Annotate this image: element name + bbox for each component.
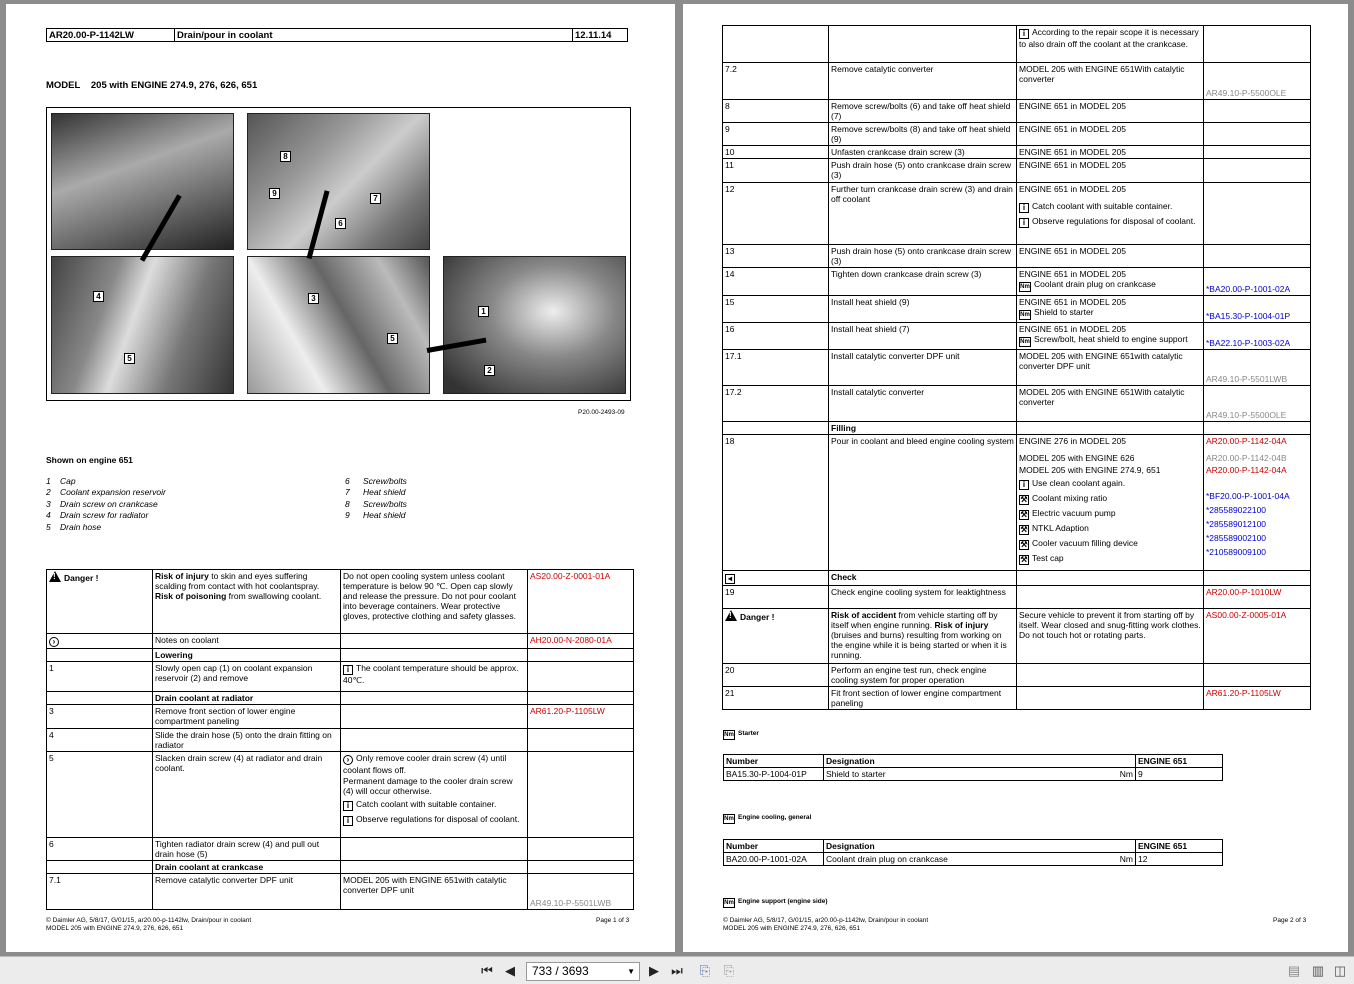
table-cell <box>341 649 528 662</box>
table-cell <box>528 861 634 874</box>
table-cell: 12 <box>1136 853 1223 866</box>
table-cell <box>1204 159 1311 183</box>
page-footer: © Daimler AG, 5/8/17, G/01/15, ar20.00-p-1142lw, Drain/pour in coolant MODEL 205 with ENGINE 274.9, 276, 626, 651 <box>46 917 252 932</box>
procedure-table-2 <box>722 25 1311 710</box>
doc-code: AR20.00-P-1142LW <box>47 29 175 41</box>
table-cell <box>341 838 528 861</box>
table-cell: Coolant drain plug on crankcase Nm <box>824 853 1136 866</box>
torque-nm-icon: Nm <box>724 732 734 738</box>
doc-title: Drain/pour in coolant <box>175 29 573 41</box>
table-row <box>724 768 1223 781</box>
check-icon: ◂ <box>725 574 735 584</box>
photo-engine-bay <box>443 256 626 394</box>
table-cell: 5 <box>47 752 153 838</box>
table-cell <box>1204 435 1311 571</box>
table-row <box>723 386 1311 422</box>
table-cell <box>1204 183 1311 245</box>
table-cell: 7.2 <box>723 63 829 100</box>
table-cell: Slacken drain screw (4) at radiator and drain coolant. <box>153 752 341 838</box>
table-cell <box>723 26 829 63</box>
table-cell: Filling <box>829 422 1017 435</box>
table-row <box>47 634 634 649</box>
table-cell <box>47 634 153 649</box>
table-header <box>724 755 1223 768</box>
torque-nm-icon: Nm <box>1020 284 1030 290</box>
table-cell: 12 <box>723 183 829 245</box>
table-cell: Further turn crankcase drain screw (3) and drain off coolant <box>829 183 1017 245</box>
note-circle-icon: › <box>49 637 59 647</box>
callout-4: 4 <box>93 291 104 302</box>
legend-row <box>44 522 244 533</box>
table-row <box>723 609 1311 664</box>
table-cell: 19 <box>723 586 829 609</box>
table-cell <box>1017 422 1204 435</box>
table-cell: 8 <box>345 498 350 509</box>
table-cell: ENGINE 651 <box>1136 755 1223 768</box>
table-cell <box>528 729 634 752</box>
model-line: MODEL 205 with ENGINE 274.9, 276, 626, 651 <box>46 80 258 91</box>
info-icon: i <box>1019 203 1029 213</box>
tool-icon: ⚒ <box>1020 540 1028 549</box>
table-cell: Remove screw/bolts (8) and take off heat shield (9) <box>829 123 1017 146</box>
table-cell: 11 <box>723 159 829 183</box>
legend-row <box>44 510 244 521</box>
torque-nm-icon: Nm <box>724 900 734 906</box>
callout-1: 1 <box>478 306 489 317</box>
table-cell: Install heat shield (9) <box>829 296 1017 323</box>
table-cell: Do not open cooling system unless coolant temperature is below 90 ℃. Open cap slowly and release the pressure. Do not pour coolant into beverage containers. Wear protective gloves, protective clothing and safety glasses. <box>341 570 528 634</box>
table-cell: Tighten radiator drain screw (4) and pull out drain hose (5) <box>153 838 341 861</box>
table-row <box>723 63 1311 100</box>
table-row <box>723 687 1311 710</box>
table-cell: Drain screw on crankcase <box>60 498 158 509</box>
table-row <box>724 853 1223 866</box>
table-cell: Screw/bolts <box>363 498 407 509</box>
link-ref[interactable]: *BA20.00-P-1001-02A <box>1206 284 1291 294</box>
table-cell: ENGINE 651 in MODEL 205 Nm Screw/bolt, heat shield to engine support <box>1017 323 1204 350</box>
callout-6: 6 <box>335 218 346 229</box>
first-page-icon[interactable]: ⏮ <box>481 963 493 978</box>
table-cell: 8 <box>723 100 829 123</box>
legend-row <box>343 487 463 498</box>
table-cell <box>1017 571 1204 586</box>
table-cell: 13 <box>723 245 829 268</box>
legend-right <box>343 476 463 522</box>
table-row <box>723 664 1311 687</box>
table-cell: 21 <box>723 687 829 710</box>
table-cell <box>1017 687 1204 710</box>
table-cell <box>528 752 634 838</box>
table-cell: 14 <box>723 268 829 296</box>
table-row <box>723 268 1311 296</box>
back-view-icon[interactable]: ⎘ <box>699 963 711 978</box>
table-cell <box>528 692 634 705</box>
table-cell: Risk of accident from vehicle starting off by itself when engine running. Risk of injury (bruises and burns) resulting from working on the engine while it is being started or when it is running. <box>829 609 1017 664</box>
table-cell: Unfasten crankcase drain screw (3) <box>829 146 1017 159</box>
table-cell: Heat shield <box>363 487 406 498</box>
table-row <box>47 570 634 634</box>
table-row <box>723 586 1311 609</box>
table-cell: Drain coolant at crankcase <box>153 861 341 874</box>
single-page-view-icon[interactable]: ▤ <box>1287 963 1301 978</box>
table-cell <box>341 692 528 705</box>
link-ref[interactable]: *BF20.00-P-1001-04A <box>1206 491 1290 501</box>
legend-left <box>44 476 244 533</box>
table-cell: Heat shield <box>363 510 406 521</box>
table-cell: BA20.00-P-1001-02A <box>724 853 824 866</box>
table-cell: 16 <box>723 323 829 350</box>
table-cell <box>341 705 528 729</box>
table-cell: Install catalytic converter <box>829 386 1017 422</box>
table-cell: 18 <box>723 435 829 571</box>
link-ref[interactable]: AH20.00-N-2080-01A <box>528 634 634 649</box>
table-cell: ENGINE 651 <box>1136 840 1223 853</box>
table-cell: MODEL 205 with ENGINE 651with catalytic converter DPF unit <box>1017 350 1204 386</box>
table-row <box>723 123 1311 146</box>
callout-5: 5 <box>124 353 135 364</box>
table-cell: Tighten down crankcase drain screw (3) <box>829 268 1017 296</box>
photo-heat-shield <box>247 113 430 250</box>
table-cell <box>1204 63 1311 100</box>
info-icon: i <box>343 665 353 675</box>
link-ref[interactable]: AR61.20-P-1105LW <box>528 705 634 729</box>
callout-8: 8 <box>280 151 291 162</box>
info-icon: i <box>1019 218 1029 228</box>
table-cell <box>829 26 1017 63</box>
table-cell: 5 <box>46 521 51 532</box>
table-row <box>723 100 1311 123</box>
table-cell: ENGINE 651 in MODEL 205 Nm Coolant drain plug on crankcase <box>1017 268 1204 296</box>
table-cell: Install heat shield (7) <box>829 323 1017 350</box>
table-row <box>47 838 634 861</box>
table-cell: Remove catalytic converter <box>829 63 1017 100</box>
table-cell <box>723 422 829 435</box>
table-cell: Push drain hose (5) onto crankcase drain screw (3) <box>829 245 1017 268</box>
table-cell <box>1017 664 1204 687</box>
table-cell: › Only remove cooler drain screw (4) until coolant flows off. Permanent damage to the cooler drain screw (4) will occur otherwise. i Catch coolant with suitable container. i Observe regulations for disposal of coolant. <box>341 752 528 838</box>
link-ref[interactable]: AR61.20-P-1105LW <box>1204 687 1311 710</box>
table-cell <box>1204 323 1311 350</box>
table-cell <box>528 662 634 692</box>
table-cell <box>1204 296 1311 323</box>
two-page-view-icon[interactable]: ◫ <box>1333 963 1347 978</box>
legend-row <box>343 510 463 521</box>
prev-page-icon[interactable]: ◀ <box>505 963 515 978</box>
table-cell: 3 <box>47 705 153 729</box>
torque-nm-icon: Nm <box>724 816 734 822</box>
table-header <box>724 840 1223 853</box>
procedure-table-1 <box>46 569 634 910</box>
table-cell: ENGINE 651 in MODEL 205 <box>1017 159 1204 183</box>
section-row <box>47 861 634 874</box>
table-cell: MODEL 205 with ENGINE 651With catalytic converter <box>1017 63 1204 100</box>
tool-icon: ⚒ <box>1020 510 1028 519</box>
continuous-view-icon[interactable]: ▥ <box>1311 963 1325 978</box>
torque-nm-icon: Nm <box>1020 312 1030 318</box>
table-cell: Screw/bolts <box>363 476 407 486</box>
photo-crankcase <box>247 256 430 394</box>
table-cell: Lowering <box>153 649 341 662</box>
section-row <box>723 422 1311 435</box>
callout-9: 9 <box>269 188 280 199</box>
table-cell: ENGINE 651 in MODEL 205 <box>1017 146 1204 159</box>
table-row <box>47 662 634 692</box>
table-cell <box>47 692 153 705</box>
table-cell: 6 <box>47 838 153 861</box>
table-cell: 4 <box>47 729 153 752</box>
table-cell <box>528 874 634 910</box>
page-number: Page 1 of 3 <box>596 917 630 924</box>
page-number: Page 2 of 3 <box>1273 917 1307 924</box>
info-icon: i <box>1019 29 1029 39</box>
nm-section-title: Nm Engine cooling, general <box>724 814 812 822</box>
link-ref[interactable]: AR20.00-P-1010LW <box>1204 586 1311 609</box>
table-cell: 9 <box>1136 768 1223 781</box>
table-row <box>723 296 1311 323</box>
info-icon: i <box>343 801 353 811</box>
table-cell: Drain hose <box>60 521 102 532</box>
nm-section-title: Nm Starter <box>724 730 759 738</box>
table-cell: Remove front section of lower engine compartment paneling <box>153 705 341 729</box>
table-row <box>47 729 634 752</box>
document-page-2 <box>683 4 1348 952</box>
torque-nm-icon: Nm <box>1020 339 1030 345</box>
page-selector[interactable]: 733 / 3693 ▼ <box>526 962 640 981</box>
table-cell <box>341 634 528 649</box>
table-cell <box>1204 245 1311 268</box>
legend-row <box>44 476 244 487</box>
table-cell: Slide the drain hose (5) onto the drain fitting on radiator <box>153 729 341 752</box>
warning-triangle-icon <box>49 571 61 582</box>
torque-table-starter <box>723 754 1223 781</box>
link-ref[interactable]: *285589022100 <box>1206 505 1267 515</box>
table-cell: 7 <box>345 487 350 498</box>
table-row <box>723 146 1311 159</box>
section-row <box>723 571 1311 586</box>
table-cell: ENGINE 651 in MODEL 205 <box>1017 100 1204 123</box>
link-ref[interactable]: AR49.10-P-5500OLE <box>1206 88 1287 98</box>
table-cell: 17.2 <box>723 386 829 422</box>
link-ref[interactable]: AR20.00-P-1142-04A <box>1206 436 1287 446</box>
table-cell <box>341 729 528 752</box>
link-ref[interactable]: *210589009100 <box>1206 547 1267 557</box>
table-cell <box>1204 422 1311 435</box>
chevron-down-icon: ▼ <box>627 967 635 976</box>
table-cell: 1 <box>47 662 153 692</box>
table-cell <box>341 861 528 874</box>
table-cell: BA15.30-P-1004-01P <box>724 768 824 781</box>
tool-icon: ⚒ <box>1020 555 1028 564</box>
table-row <box>723 26 1311 63</box>
table-cell: Slowly open cap (1) on coolant expansion reservoir (2) and remove <box>153 662 341 692</box>
table-cell: Pour in coolant and bleed engine cooling system <box>829 435 1017 571</box>
table-cell: ENGINE 651 in MODEL 205 <box>1017 123 1204 146</box>
figure-id: P20.00-2493-09 <box>578 409 625 416</box>
table-cell <box>1204 26 1311 63</box>
table-cell: ENGINE 276 in MODEL 205 MODEL 205 with ENGINE 626 MODEL 205 with ENGINE 274.9, 651 i Use clean coolant again. ⚒ Coolant mixing ratio ⚒ Electric vacuum pump ⚒ NTKL Adaption ⚒ Cooler vacuum filling device ⚒ Test cap <box>1017 435 1204 571</box>
table-cell: Notes on coolant <box>153 634 341 649</box>
photo-underbody <box>51 113 234 250</box>
table-cell: MODEL 205 with ENGINE 651with catalytic converter DPF unit <box>341 874 528 910</box>
table-cell: Fit front section of lower engine compartment paneling <box>829 687 1017 710</box>
link-ref[interactable]: AR49.10-P-5501LWB <box>1206 374 1288 384</box>
link-ref[interactable]: *BA22.10-P-1003-02A <box>1206 338 1291 348</box>
table-row <box>47 752 634 838</box>
next-page-icon[interactable]: ▶ <box>649 963 659 978</box>
table-row <box>723 350 1311 386</box>
last-page-icon[interactable]: ⏭ <box>671 963 683 978</box>
link-ref[interactable]: AR20.00-P-1142-04A <box>1206 465 1287 475</box>
table-cell <box>1017 586 1204 609</box>
link-ref[interactable]: AR49.10-P-5501LWB <box>530 898 612 908</box>
engine-figure <box>46 107 631 401</box>
forward-view-icon[interactable]: ⎘ <box>723 963 735 978</box>
table-cell <box>1204 350 1311 386</box>
table-cell: 10 <box>723 146 829 159</box>
table-cell: 3 <box>46 498 51 509</box>
callout-2: 2 <box>484 365 495 376</box>
table-cell: Shield to starter Nm <box>824 768 1136 781</box>
table-cell: i According to the repair scope it is necessary to also drain off the coolant at the crankcase. <box>1017 26 1204 63</box>
table-cell: 9 <box>723 123 829 146</box>
table-cell: Risk of injury to skin and eyes suffering scalding from contact with hot coolantspray. Risk of poisoning from swallowing coolant. <box>153 570 341 634</box>
shown-on-label: Shown on engine 651 <box>46 455 133 465</box>
table-cell: Designation <box>824 755 1136 768</box>
table-cell: 6 <box>345 476 350 486</box>
table-row <box>47 874 634 910</box>
table-cell: Push drain hose (5) onto crankcase drain screw (3) <box>829 159 1017 183</box>
doc-date: 12.11.14 <box>575 30 612 41</box>
table-cell: Secure vehicle to prevent it from starting off by itself. Wear closed and snug-fitting work clothes. Do not touch hot or rotating parts. <box>1017 609 1204 664</box>
table-cell: Designation <box>824 840 1136 853</box>
table-row <box>723 435 1311 571</box>
table-row <box>723 183 1311 245</box>
table-cell: Check engine cooling system for leaktightness <box>829 586 1017 609</box>
table-cell <box>1204 664 1311 687</box>
table-cell: Perform an engine test run, check engine cooling system for proper operation <box>829 664 1017 687</box>
section-row <box>47 692 634 705</box>
table-cell: Coolant expansion reservoir <box>60 487 166 498</box>
table-cell <box>1204 571 1311 586</box>
table-cell <box>528 649 634 662</box>
legend-row <box>44 499 244 510</box>
table-cell: Drain coolant at radiator <box>153 692 341 705</box>
table-cell <box>1204 100 1311 123</box>
callout-7: 7 <box>370 193 381 204</box>
link-ref[interactable]: *BA15.30-P-1004-01P <box>1206 311 1291 321</box>
callout-3: 3 <box>308 293 319 304</box>
table-cell: ENGINE 651 in MODEL 205 <box>1017 245 1204 268</box>
table-cell <box>723 571 829 586</box>
table-cell: Install catalytic converter DPF unit <box>829 350 1017 386</box>
table-cell <box>1204 123 1311 146</box>
table-cell <box>47 649 153 662</box>
tool-icon: ⚒ <box>1020 525 1028 534</box>
warning-triangle-icon <box>725 610 737 621</box>
torque-table-cooling <box>723 839 1223 866</box>
link-ref[interactable]: AS00.00-Z-0005-01A <box>1204 609 1311 664</box>
info-icon: i <box>343 816 353 826</box>
table-cell <box>1204 386 1311 422</box>
document-page-1 <box>6 4 675 952</box>
table-cell: 7.1 <box>47 874 153 910</box>
page-footer: © Daimler AG, 5/8/17, G/01/15, ar20.00-p-1142lw, Drain/pour in coolant MODEL 205 with ENGINE 274.9, 276, 626, 651 <box>723 917 929 932</box>
table-cell <box>1204 146 1311 159</box>
table-cell <box>1204 268 1311 296</box>
table-cell: 9 <box>345 510 350 521</box>
table-row <box>723 159 1311 183</box>
legend-row <box>343 476 463 487</box>
table-row <box>723 323 1311 350</box>
table-row <box>47 705 634 729</box>
section-row <box>47 649 634 662</box>
link-ref[interactable]: AR20.00-P-1142-04B <box>1206 453 1287 463</box>
table-cell: ENGINE 651 in MODEL 205 Nm Shield to starter <box>1017 296 1204 323</box>
link-ref[interactable]: *285589012100 <box>1206 519 1267 529</box>
table-cell <box>528 838 634 861</box>
photo-radiator <box>51 256 234 394</box>
doc-header <box>46 28 628 42</box>
table-cell: 2 <box>46 487 51 498</box>
table-cell: Remove screw/bolts (6) and take off heat shield (7) <box>829 100 1017 123</box>
link-ref[interactable]: *285589002100 <box>1206 533 1267 543</box>
table-cell: Remove catalytic converter DPF unit <box>153 874 341 910</box>
viewer-toolbar <box>0 956 1354 984</box>
table-cell: ENGINE 651 in MODEL 205 i Catch coolant with suitable container. i Observe regulations for disposal of coolant. <box>1017 183 1204 245</box>
table-cell: Number <box>724 755 824 768</box>
table-cell: 17.1 <box>723 350 829 386</box>
callout-5b: 5 <box>387 333 398 344</box>
table-row <box>723 245 1311 268</box>
nm-section-title: Nm Engine support (engine side) <box>724 898 828 906</box>
table-cell <box>47 861 153 874</box>
table-cell: 15 <box>723 296 829 323</box>
legend-row <box>44 487 244 498</box>
link-ref[interactable]: AR49.10-P-5500OLE <box>1206 410 1287 420</box>
table-cell: Drain screw for radiator <box>60 510 149 521</box>
danger-cell: !Danger ! <box>47 570 153 634</box>
table-cell: i The coolant temperature should be approx. 40℃. <box>341 662 528 692</box>
tool-icon: ⚒ <box>1020 495 1028 504</box>
table-cell: 1 <box>46 476 51 486</box>
table-cell: !Danger ! <box>723 609 829 664</box>
table-cell: MODEL 205 with ENGINE 651With catalytic converter <box>1017 386 1204 422</box>
table-cell: Cap <box>60 476 76 486</box>
table-cell: 4 <box>46 510 51 521</box>
table-cell: Number <box>724 840 824 853</box>
link-ref[interactable]: AS20.00-Z-0001-01A <box>528 570 634 634</box>
table-cell: Check <box>829 571 1017 586</box>
info-icon: i <box>1019 480 1029 490</box>
note-circle-icon: › <box>343 755 353 765</box>
table-cell: 20 <box>723 664 829 687</box>
legend-row <box>343 499 463 510</box>
